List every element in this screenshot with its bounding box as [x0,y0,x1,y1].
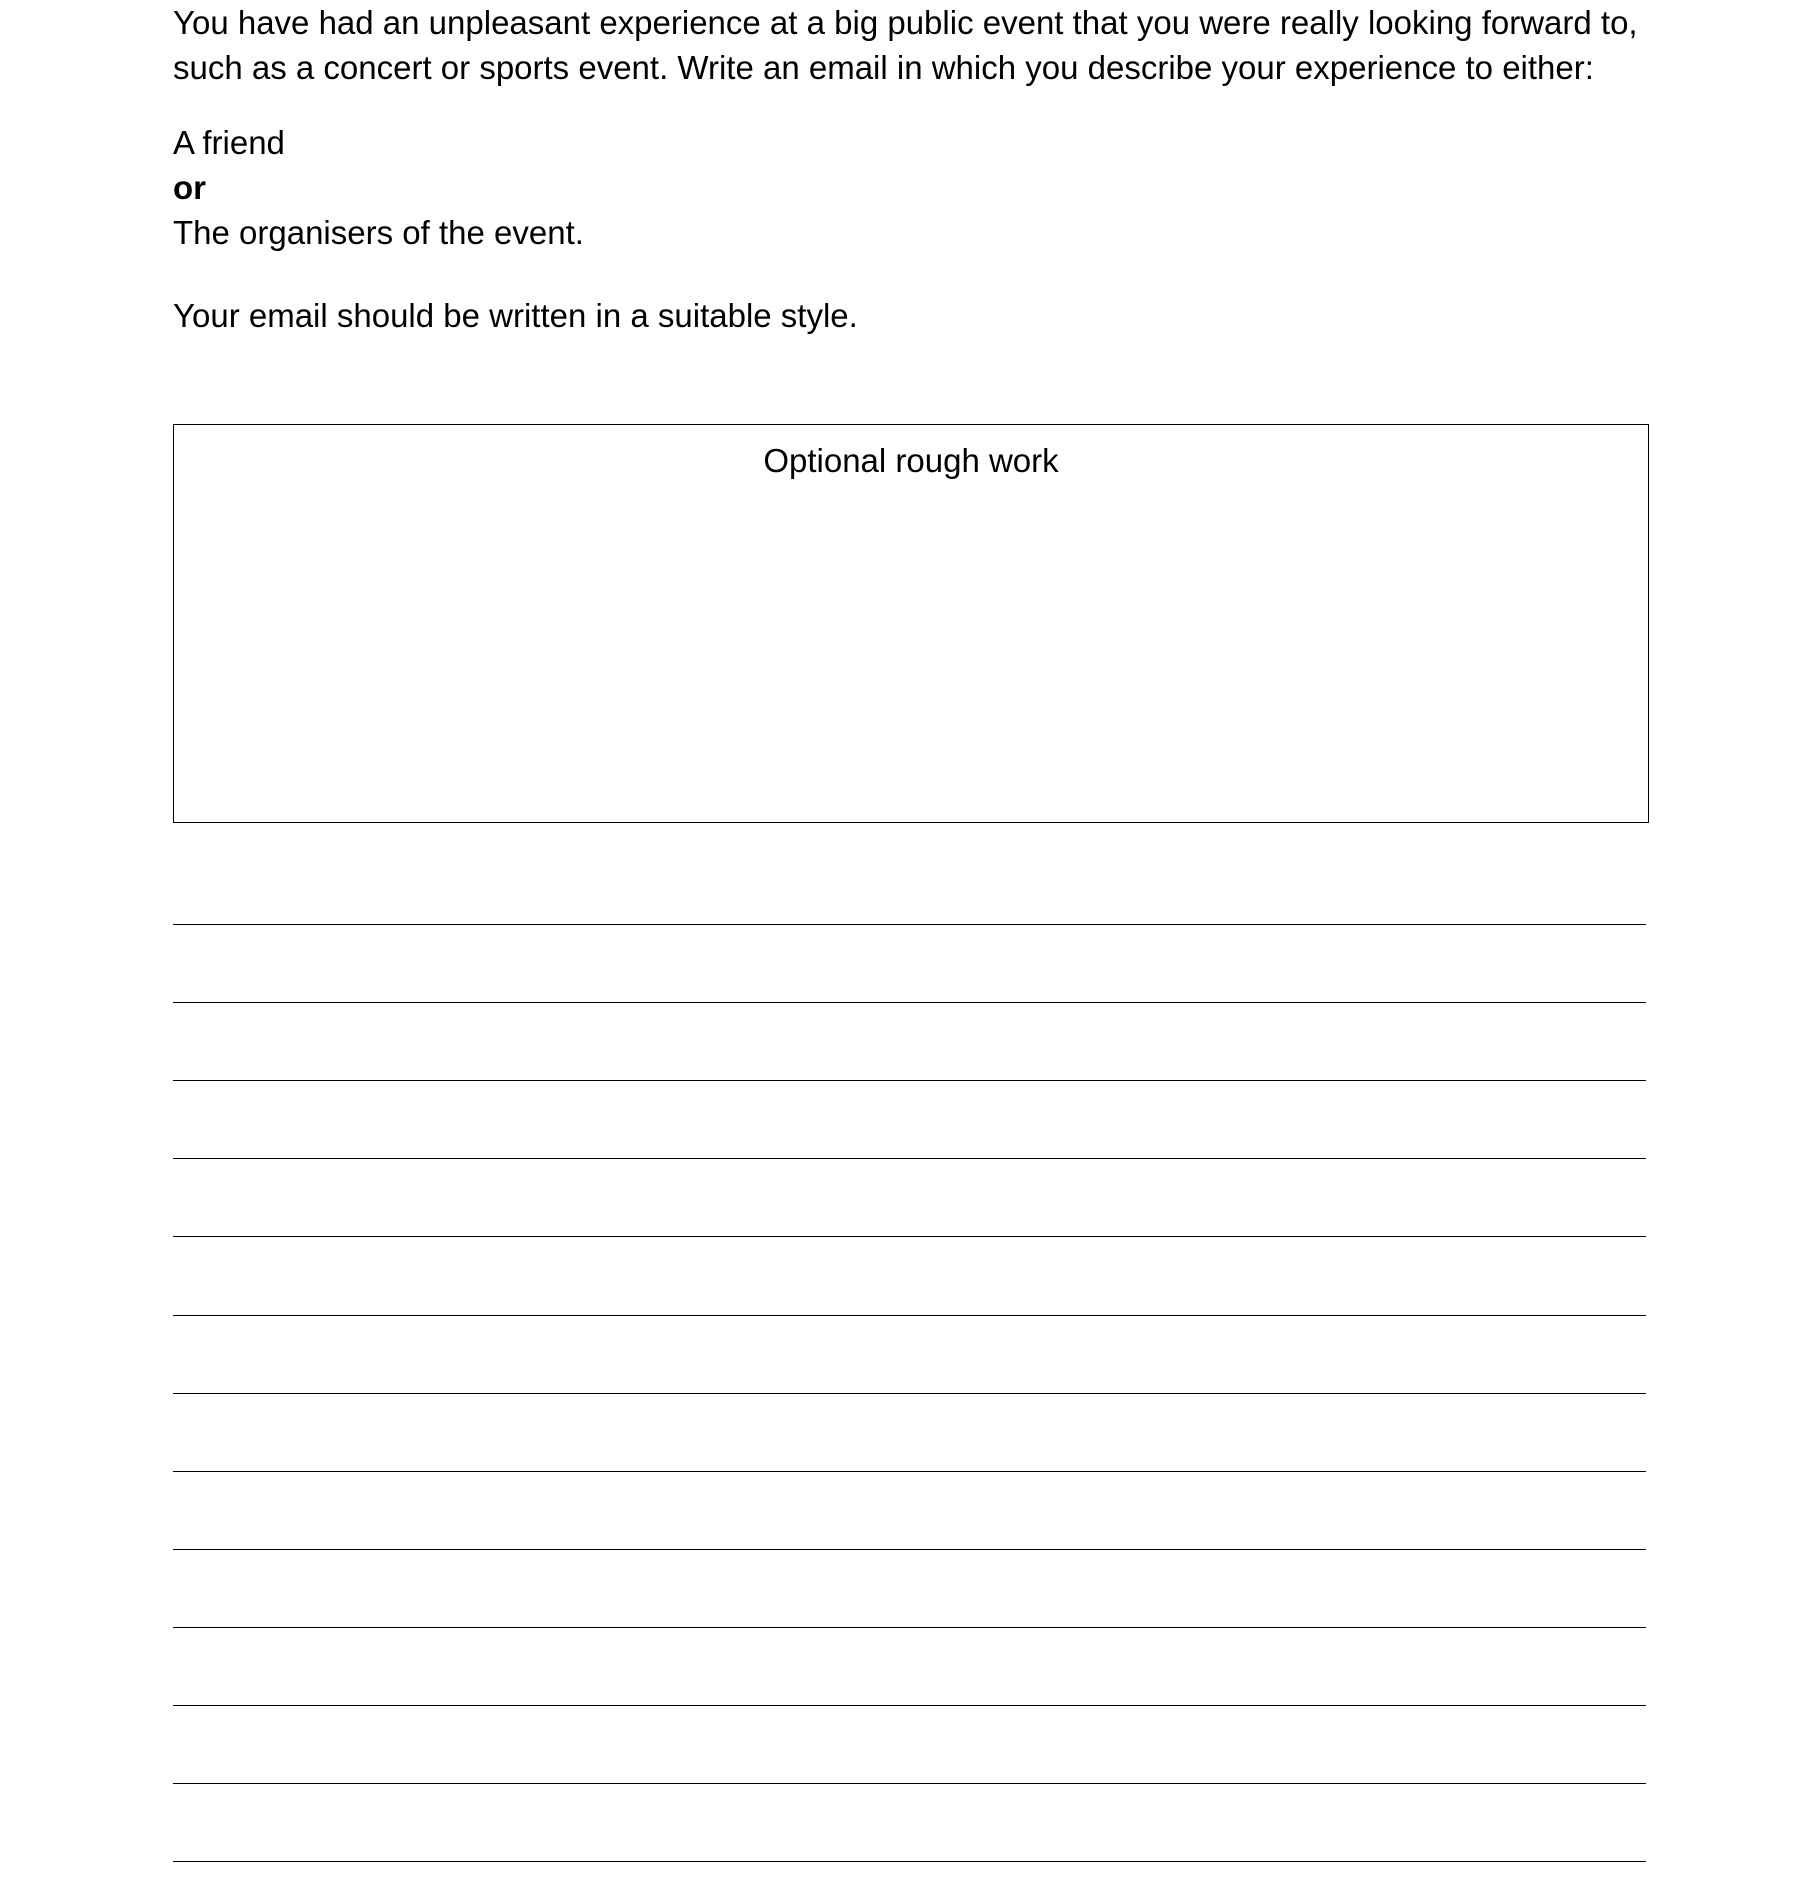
question-intro: You have had an unpleasant experience at a big public event that you were really looking forward to, such as a concert or sports event. Write an email in which you describe your experience to either: [173,4,1638,86]
answer-line[interactable] [173,1549,1646,1550]
answer-line[interactable] [173,1158,1646,1159]
answer-line[interactable] [173,924,1646,925]
recipient-options [173,120,1653,255]
answer-line[interactable] [173,1002,1646,1003]
answer-line[interactable] [173,1471,1646,1472]
option-friend: A friend [173,124,285,161]
answer-line[interactable] [173,1236,1646,1237]
answer-line[interactable] [173,1783,1646,1784]
style-instruction: Your email should be written in a suitable style. [173,297,858,334]
rough-work-box[interactable] [173,424,1649,823]
answer-line[interactable] [173,1627,1646,1628]
answer-line[interactable] [173,1705,1646,1706]
answer-line[interactable] [173,1393,1646,1394]
option-connector: or [173,169,206,206]
answer-line[interactable] [173,1080,1646,1081]
answer-line[interactable] [173,1315,1646,1316]
answer-line[interactable] [173,1861,1646,1862]
question-content [173,0,1653,479]
option-organisers: The organisers of the event. [173,214,584,251]
rough-work-label: Optional rough work [763,442,1059,479]
